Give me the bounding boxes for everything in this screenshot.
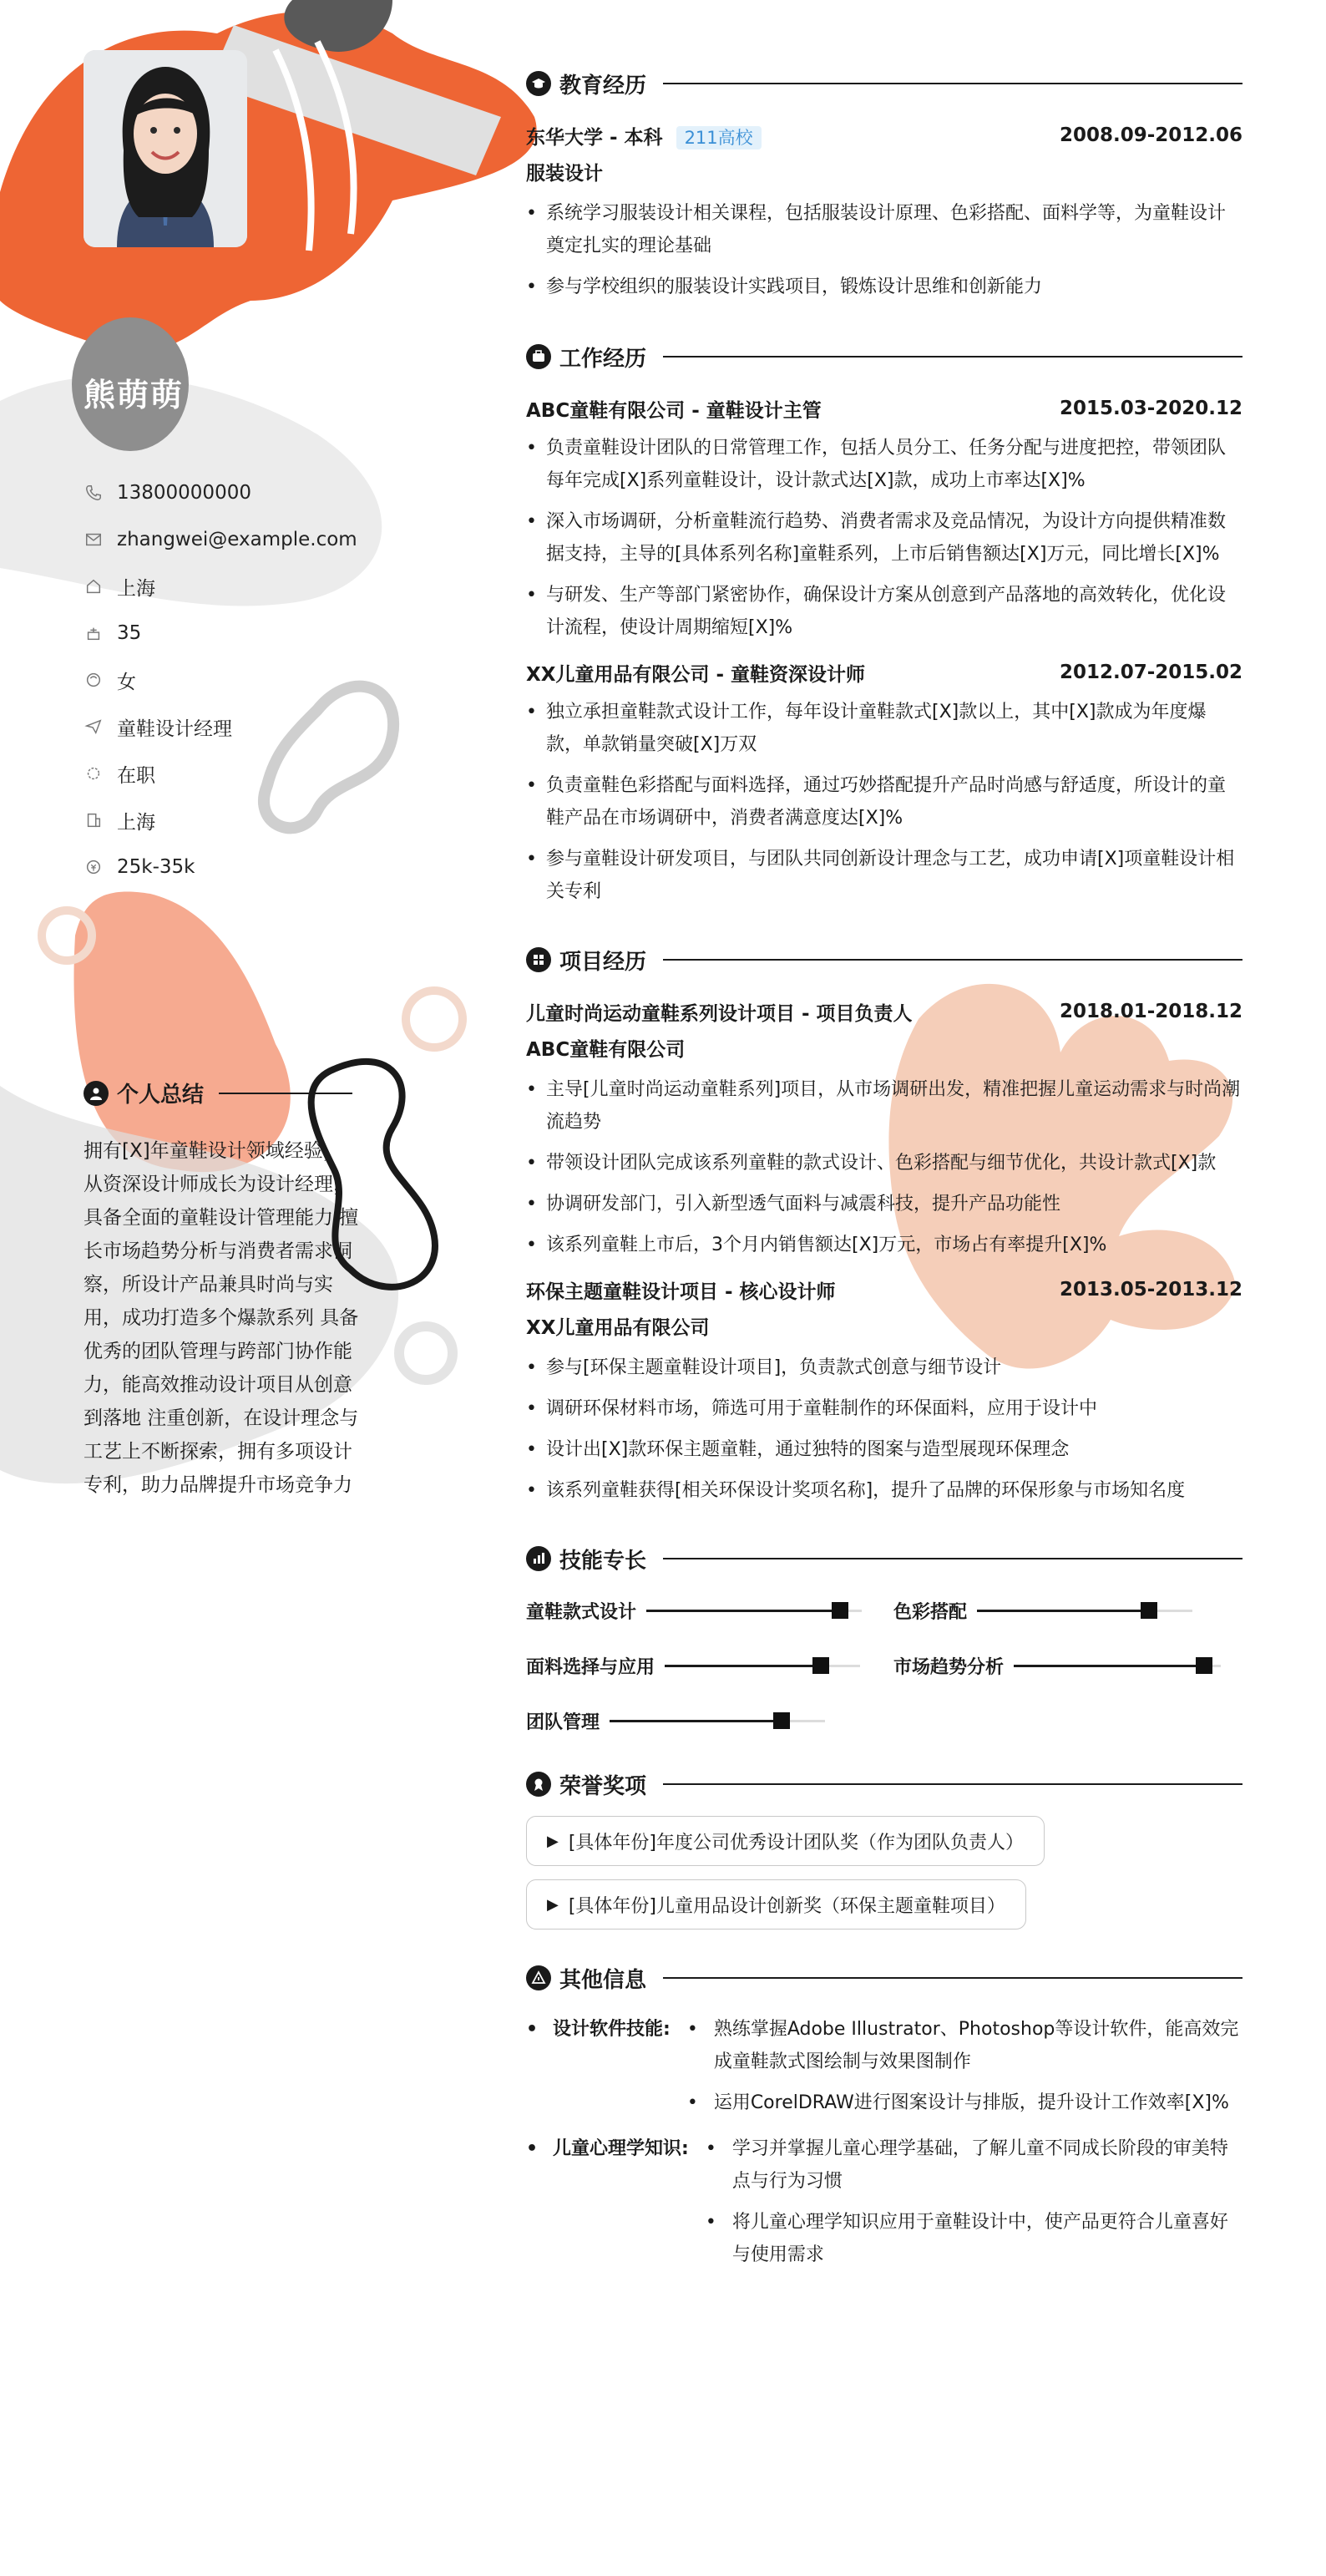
entry-header bbox=[526, 1273, 1242, 1306]
skill-level-bar bbox=[610, 1720, 825, 1722]
bullet-list bbox=[526, 696, 1242, 908]
list-item: • 带领设计团队完成该系列童鞋的款式设计、色彩搭配与细节优化，共设计款式[X]款 bbox=[526, 1147, 1242, 1179]
award-label: [具体年份]儿童用品设计创新奖（环保主题童鞋项目） bbox=[568, 1895, 1006, 1917]
entry-dates: 2015.03-2020.12 bbox=[1059, 398, 1242, 419]
list-item: • 主导[儿童时尚运动童鞋系列]项目，从市场调研出发，精准把握儿童运动需求与时尚潮流趋势 bbox=[526, 1073, 1242, 1138]
section-title: 荣誉奖项 bbox=[559, 1773, 647, 1799]
other-list bbox=[526, 2013, 1242, 2279]
skill-level-fill bbox=[1014, 1665, 1204, 1667]
education-section bbox=[526, 65, 1242, 303]
other-item bbox=[526, 2013, 1242, 2127]
list-item: • 参与[环保主题童鞋设计项目]，负责款式创意与细节设计 bbox=[526, 1351, 1242, 1384]
skill-item bbox=[526, 1649, 893, 1682]
bullet-list bbox=[526, 1351, 1242, 1507]
entry-title: 环保主题童鞋设计项目 - 核心设计师 bbox=[526, 1280, 836, 1303]
award-list bbox=[526, 1803, 1242, 1929]
list-item: • 调研环保材料市场，筛选可用于童鞋制作的环保面料，应用于设计中 bbox=[526, 1392, 1242, 1425]
projects-section bbox=[526, 941, 1242, 1507]
contact-value: 上海 bbox=[117, 811, 155, 834]
section-title: 其他信息 bbox=[559, 1967, 647, 1993]
skill-item bbox=[526, 1704, 893, 1737]
section-title: 教育经历 bbox=[559, 73, 647, 99]
major: 服装设计 bbox=[526, 163, 603, 185]
contact-value: 35 bbox=[117, 622, 142, 644]
list-item: • 该系列童鞋上市后，3个月内销售额达[X]万元，市场占有率提升[X]% bbox=[526, 1229, 1242, 1261]
entry-title: XX儿童用品有限公司 - 童鞋资深设计师 bbox=[526, 663, 866, 686]
contact-value: 上海 bbox=[117, 577, 155, 600]
other-item bbox=[526, 2132, 1242, 2279]
list-item: • 将儿童心理学知识应用于童鞋设计中，使产品更符合儿童喜好与使用需求 bbox=[706, 2206, 1242, 2271]
grid-icon bbox=[526, 947, 551, 972]
section-heading bbox=[526, 1766, 1242, 1803]
entry-dates: 2008.09-2012.06 bbox=[1059, 124, 1242, 146]
list-item: • 学习并掌握儿童心理学基础，了解儿童不同成长阶段的审美特点与行为习惯 bbox=[706, 2132, 1242, 2198]
school-name: 东华大学 - 本科 bbox=[526, 126, 663, 149]
play-icon: ▶ bbox=[547, 1832, 559, 1850]
section-heading bbox=[526, 1540, 1242, 1577]
graduation-cap-icon bbox=[526, 71, 551, 96]
contact-row-location bbox=[84, 563, 357, 610]
skills-section bbox=[526, 1540, 1242, 1737]
bullet-list bbox=[526, 1073, 1242, 1261]
divider bbox=[663, 1783, 1242, 1785]
send-icon bbox=[84, 717, 104, 737]
list-item: • 协调研发部门，引入新型透气面料与减震科技，提升产品功能性 bbox=[526, 1188, 1242, 1220]
entry-title bbox=[526, 122, 762, 150]
skill-level-fill bbox=[610, 1720, 782, 1722]
skill-name: 市场趋势分析 bbox=[893, 1656, 1005, 1678]
gender-icon bbox=[84, 670, 104, 690]
skill-name: 色彩搭配 bbox=[893, 1601, 968, 1623]
contact-row-city bbox=[84, 797, 357, 844]
profile-photo bbox=[84, 50, 247, 247]
skill-level-bar bbox=[977, 1610, 1192, 1612]
entry-header bbox=[526, 656, 1242, 689]
skill-level-handle bbox=[812, 1657, 829, 1674]
honors-section bbox=[526, 1766, 1242, 1929]
award-icon bbox=[526, 1772, 551, 1797]
project-company: ABC童鞋有限公司 bbox=[526, 1039, 686, 1061]
list-item: • 参与学校组织的服装设计实践项目，锻炼设计思维和创新能力 bbox=[526, 271, 1242, 303]
skill-name: 团队管理 bbox=[526, 1711, 600, 1733]
section-heading bbox=[526, 1960, 1242, 1996]
entry-dates: 2013.05-2013.12 bbox=[1059, 1279, 1242, 1301]
skill-level-handle bbox=[832, 1602, 848, 1619]
school-tag-badge: 211高校 bbox=[676, 126, 762, 150]
contact-row-status bbox=[84, 750, 357, 797]
bullet-list bbox=[687, 2013, 1242, 2127]
briefcase-icon bbox=[526, 344, 551, 369]
status-icon bbox=[84, 763, 104, 783]
list-item: • 与研发、生产等部门紧密协作，确保设计方案从创意到产品落地的高效转化，优化设计流程，使设计周期缩短[X]% bbox=[526, 579, 1242, 644]
contact-value: 13800000000 bbox=[117, 482, 251, 504]
skill-name: 面料选择与应用 bbox=[526, 1656, 655, 1678]
entry-title: 儿童时尚运动童鞋系列设计项目 - 项目负责人 bbox=[526, 1002, 913, 1025]
list-item: • 该系列童鞋获得[相关环保设计奖项名称]，提升了品牌的环保形象与市场知名度 bbox=[526, 1474, 1242, 1507]
contact-value: 25k-35k bbox=[117, 856, 195, 878]
contact-value: 童鞋设计经理 bbox=[117, 718, 232, 740]
work-section bbox=[526, 338, 1242, 908]
entry-dates: 2018.01-2018.12 bbox=[1059, 1001, 1242, 1022]
entry-title: ABC童鞋有限公司 - 童鞋设计主管 bbox=[526, 399, 822, 422]
divider bbox=[663, 83, 1242, 84]
summary-heading bbox=[84, 1078, 352, 1108]
skill-level-handle bbox=[1141, 1602, 1157, 1619]
summary-title: 个人总结 bbox=[117, 1083, 205, 1108]
award-item bbox=[526, 1816, 1045, 1866]
entry-dates: 2012.07-2015.02 bbox=[1059, 662, 1242, 683]
section-title: 工作经历 bbox=[559, 346, 647, 372]
bullet-list bbox=[526, 197, 1242, 303]
age-icon bbox=[84, 623, 104, 643]
building-icon bbox=[84, 810, 104, 830]
skill-level-fill bbox=[665, 1665, 821, 1667]
contact-value: zhangwei@example.com bbox=[117, 529, 357, 550]
list-item: • 参与童鞋设计研发项目，与团队共同创新设计理念与工艺，成功申请[X]项童鞋设计相关专利 bbox=[526, 843, 1242, 908]
contact-row-salary bbox=[84, 844, 357, 890]
award-item bbox=[526, 1879, 1026, 1929]
divider bbox=[663, 356, 1242, 357]
contact-value: 在职 bbox=[117, 764, 155, 787]
contact-value: 女 bbox=[117, 671, 136, 693]
list-item: • 熟练掌握Adobe Illustrator、Photoshop等设计软件，能高效完成童鞋款式图绘制与效果图制作 bbox=[687, 2013, 1242, 2078]
divider bbox=[663, 1558, 1242, 1559]
entry-header bbox=[526, 392, 1242, 425]
contact-row-position bbox=[84, 703, 357, 750]
contact-row-age bbox=[84, 610, 357, 657]
skill-item bbox=[526, 1594, 893, 1627]
skill-level-fill bbox=[646, 1610, 840, 1612]
section-title: 技能专长 bbox=[559, 1548, 647, 1574]
info-icon bbox=[526, 1965, 551, 1990]
phone-icon bbox=[84, 483, 104, 503]
skill-item bbox=[893, 1649, 1242, 1682]
section-heading bbox=[526, 941, 1242, 978]
bar-chart-icon bbox=[526, 1546, 551, 1571]
contact-row-phone bbox=[84, 469, 357, 516]
skill-name: 童鞋款式设计 bbox=[526, 1601, 637, 1623]
contact-list bbox=[84, 469, 357, 890]
section-title: 项目经历 bbox=[559, 949, 647, 975]
entry-header bbox=[526, 995, 1242, 1028]
summary-text: 拥有[X]年童鞋设计领域经验，从资深设计师成长为设计经理，具备全面的童鞋设计管理能力 擅长市场趋势分析与消费者需求洞察，所设计产品兼具时尚与实用，成功打造多个爆款系列 具备优秀的团队管理与跨部门协作能力，能高效推动设计项目从创意到落地 注重创新，在设计理念与工艺上不断探索，拥有多项设计专利，助力品牌提升市场竞争力 bbox=[84, 1140, 359, 1496]
divider bbox=[663, 1977, 1242, 1979]
other-section bbox=[526, 1960, 1242, 2279]
mail-icon bbox=[84, 530, 104, 550]
home-icon bbox=[84, 576, 104, 596]
bullet-list bbox=[706, 2132, 1242, 2279]
list-item: • 设计出[X]款环保主题童鞋，通过独特的图案与造型展现环保理念 bbox=[526, 1433, 1242, 1466]
list-item: • 深入市场调研，分析童鞋流行趋势、消费者需求及竞品情况，为设计方向提供精准数据支持，主导的[具体系列名称]童鞋系列，上市后销售额达[X]万元，同比增长[X]% bbox=[526, 505, 1242, 570]
skill-level-bar bbox=[646, 1610, 862, 1612]
divider bbox=[663, 959, 1242, 961]
bullet-list bbox=[526, 432, 1242, 644]
list-item: • 独立承担童鞋款式设计工作，每年设计童鞋款式[X]款以上，其中[X]款成为年度爆款，单款销量突破[X]万双 bbox=[526, 696, 1242, 761]
skill-level-fill bbox=[977, 1610, 1149, 1612]
award-label: [具体年份]年度公司优秀设计团队奖（作为团队负责人） bbox=[568, 1832, 1025, 1853]
skill-level-handle bbox=[1196, 1657, 1212, 1674]
candidate-name: 熊萌萌 bbox=[84, 377, 185, 413]
project-company: XX儿童用品有限公司 bbox=[526, 1317, 710, 1339]
skill-item bbox=[893, 1594, 1242, 1627]
list-item: • 负责童鞋色彩搭配与面料选择，通过巧妙搭配提升产品时尚感与舒适度，所设计的童鞋产品在市场调研中，消费者满意度达[X]% bbox=[526, 769, 1242, 834]
skill-level-bar bbox=[665, 1665, 860, 1667]
skill-level-handle bbox=[773, 1712, 790, 1729]
list-item: • 负责童鞋设计团队的日常管理工作，包括人员分工、任务分配与进度把控，带领团队每年完成[X]系列童鞋设计，设计款式达[X]款，成功上市率达[X]% bbox=[526, 432, 1242, 497]
salary-icon bbox=[84, 857, 104, 877]
entry-header bbox=[526, 119, 1242, 152]
skill-level-bar bbox=[1014, 1665, 1221, 1667]
skills-grid bbox=[526, 1594, 1242, 1737]
user-icon bbox=[84, 1081, 109, 1106]
divider bbox=[219, 1093, 352, 1094]
list-item: • 运用CorelDRAW进行图案设计与排版，提升设计工作效率[X]% bbox=[687, 2087, 1242, 2119]
list-item: • 系统学习服装设计相关课程，包括服装设计原理、色彩搭配、面料学等，为童鞋设计奠定扎实的理论基础 bbox=[526, 197, 1242, 262]
section-heading bbox=[526, 338, 1242, 375]
contact-row-gender bbox=[84, 657, 357, 703]
other-item-label: • 儿童心理学知识: bbox=[526, 2132, 689, 2279]
play-icon: ▶ bbox=[547, 1895, 559, 1914]
contact-row-email bbox=[84, 516, 357, 563]
section-heading bbox=[526, 65, 1242, 102]
main-content bbox=[526, 65, 1242, 2284]
other-item-label: • 设计软件技能: bbox=[526, 2013, 671, 2127]
